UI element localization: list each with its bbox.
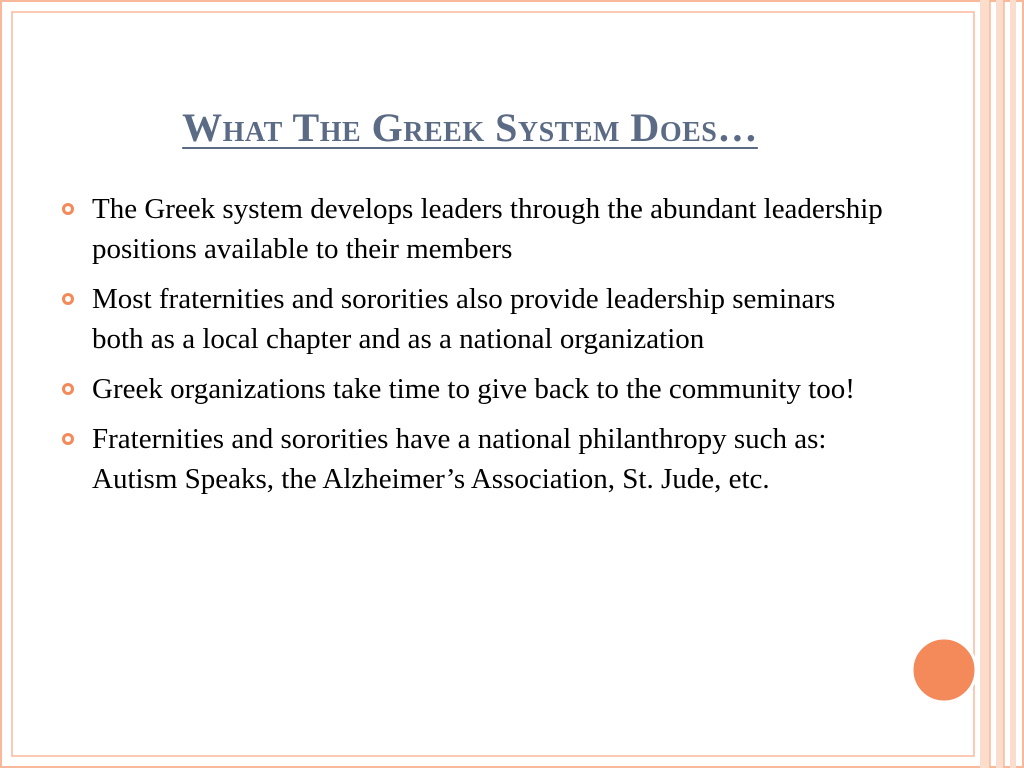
bullet-text: Greek organizations take time to give back to the community too!: [92, 373, 855, 405]
orange-ring-bullet-icon: [61, 382, 75, 396]
orange-ring-bullet-icon: [61, 292, 75, 306]
bullet-text: The Greek system develops leaders through the abundant leadership positions available to their members: [92, 193, 883, 265]
bullet-item: [60, 279, 890, 359]
bullet-item: [60, 419, 890, 499]
bullet-text: Fraternities and sororities have a national philanthropy such as: Autism Speaks, the Alzheimer’s Association, St. Jude, etc.: [92, 423, 827, 495]
bullet-list: [60, 189, 890, 509]
right-stripe-3: [1010, 0, 1016, 768]
right-stripe-2: [996, 0, 1004, 768]
orange-ring-bullet-icon: [61, 202, 75, 216]
bullet-item: [60, 369, 890, 409]
slide-title: What The Greek System Does…: [182, 105, 758, 150]
orange-ring-bullet-icon: [61, 432, 75, 446]
bullet-text: Most fraternities and sororities also provide leadership seminars both as a local chapter and as a national organization: [92, 283, 836, 355]
right-stripe-1: [980, 0, 990, 768]
orange-circle-decoration: [912, 638, 976, 702]
bullet-item: [60, 189, 890, 269]
